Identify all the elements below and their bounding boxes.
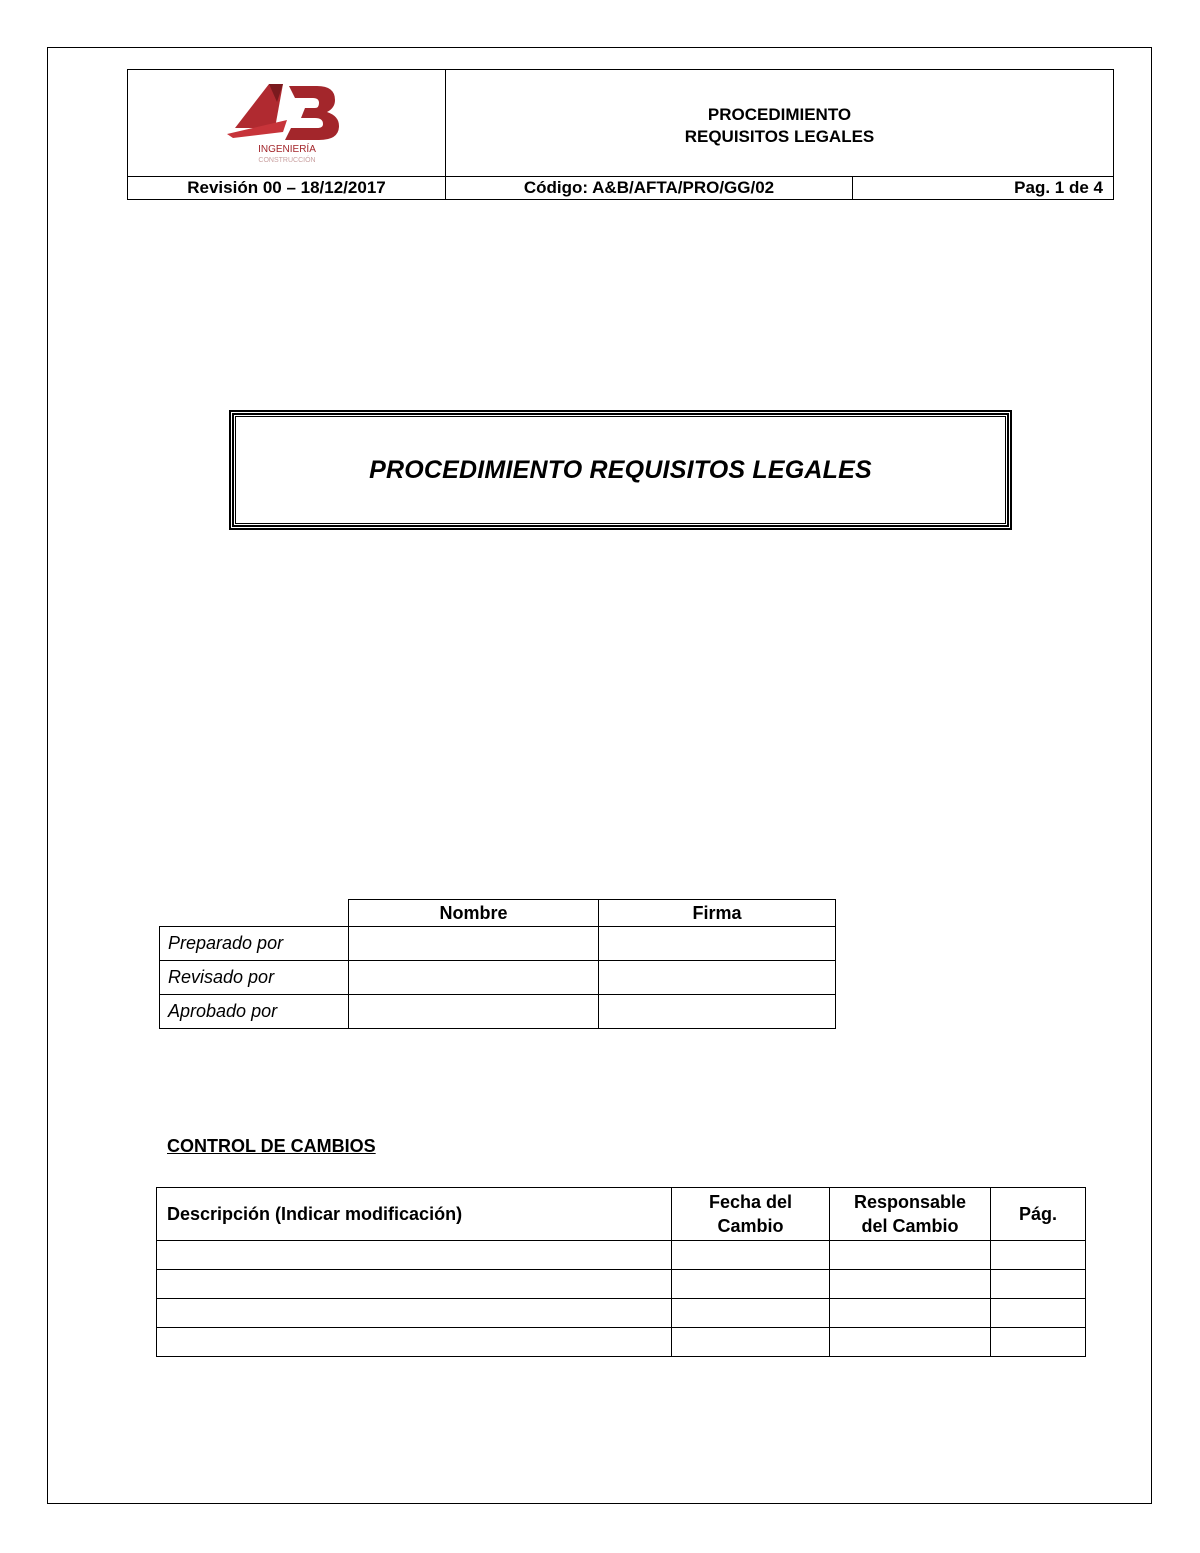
table-cell[interactable]: [672, 1328, 830, 1357]
col-header-description: Descripción (Indicar modificación): [157, 1188, 672, 1241]
table-row: [157, 1270, 1086, 1299]
main-title-box: [229, 410, 1012, 530]
table-cell[interactable]: [672, 1241, 830, 1270]
table-cell[interactable]: [672, 1270, 830, 1299]
name-field[interactable]: [349, 961, 599, 995]
company-logo: [217, 76, 357, 166]
doc-title: REQUISITOS LEGALES: [684, 127, 875, 146]
change-control-table: [156, 1187, 1086, 1357]
col-header-responsible: [830, 1188, 991, 1241]
table-cell[interactable]: [157, 1328, 672, 1357]
table-cell[interactable]: [991, 1270, 1086, 1299]
col-header-date-line1: Fecha del: [708, 1192, 793, 1212]
table-row: [157, 1328, 1086, 1357]
signature-field[interactable]: [599, 927, 836, 961]
signature-field[interactable]: [599, 961, 836, 995]
page-number-cell: Pag. 1 de 4: [853, 177, 1114, 200]
logo-cell: [128, 70, 446, 177]
doc-type: PROCEDIMIENTO: [707, 105, 852, 124]
svg-text:INGENIERÍA: INGENIERÍA: [257, 143, 316, 155]
name-field[interactable]: [349, 927, 599, 961]
table-cell[interactable]: [991, 1299, 1086, 1328]
table-row: [157, 1299, 1086, 1328]
col-header-responsible-line1: Responsable: [853, 1192, 967, 1212]
col-header-name: Nombre: [349, 900, 599, 927]
signature-corner: [160, 900, 349, 927]
table-cell[interactable]: [991, 1241, 1086, 1270]
table-cell[interactable]: [672, 1299, 830, 1328]
change-control-title: CONTROL DE CAMBIOS: [167, 1136, 376, 1156]
header-title-cell: [446, 70, 1114, 177]
table-cell[interactable]: [830, 1328, 991, 1357]
signature-row-prepared: [160, 927, 836, 961]
table-cell[interactable]: [830, 1241, 991, 1270]
col-header-date-line2: Cambio: [717, 1216, 784, 1236]
code-cell: Código: A&B/AFTA/PRO/GG/02: [446, 177, 853, 200]
signature-row-approved: [160, 995, 836, 1029]
signature-field[interactable]: [599, 995, 836, 1029]
row-label: Aprobado por: [160, 995, 349, 1029]
row-label: Revisado por: [160, 961, 349, 995]
document-header: [127, 69, 1114, 200]
signature-table: [159, 899, 836, 1029]
signature-row-reviewed: [160, 961, 836, 995]
row-label: Preparado por: [160, 927, 349, 961]
svg-text:CONSTRUCCIÓN: CONSTRUCCIÓN: [257, 156, 316, 164]
col-header-date: [672, 1188, 830, 1241]
revision-cell: Revisión 00 – 18/12/2017: [128, 177, 446, 200]
col-header-signature: Firma: [599, 900, 836, 927]
table-cell[interactable]: [830, 1299, 991, 1328]
table-cell[interactable]: [157, 1241, 672, 1270]
col-header-responsible-line2: del Cambio: [861, 1216, 959, 1236]
table-cell[interactable]: [991, 1328, 1086, 1357]
name-field[interactable]: [349, 995, 599, 1029]
table-row: [157, 1241, 1086, 1270]
main-title: PROCEDIMIENTO REQUISITOS LEGALES: [369, 455, 872, 484]
table-cell[interactable]: [157, 1270, 672, 1299]
table-cell[interactable]: [157, 1299, 672, 1328]
table-cell[interactable]: [830, 1270, 991, 1299]
col-header-page: Pág.: [991, 1188, 1086, 1241]
